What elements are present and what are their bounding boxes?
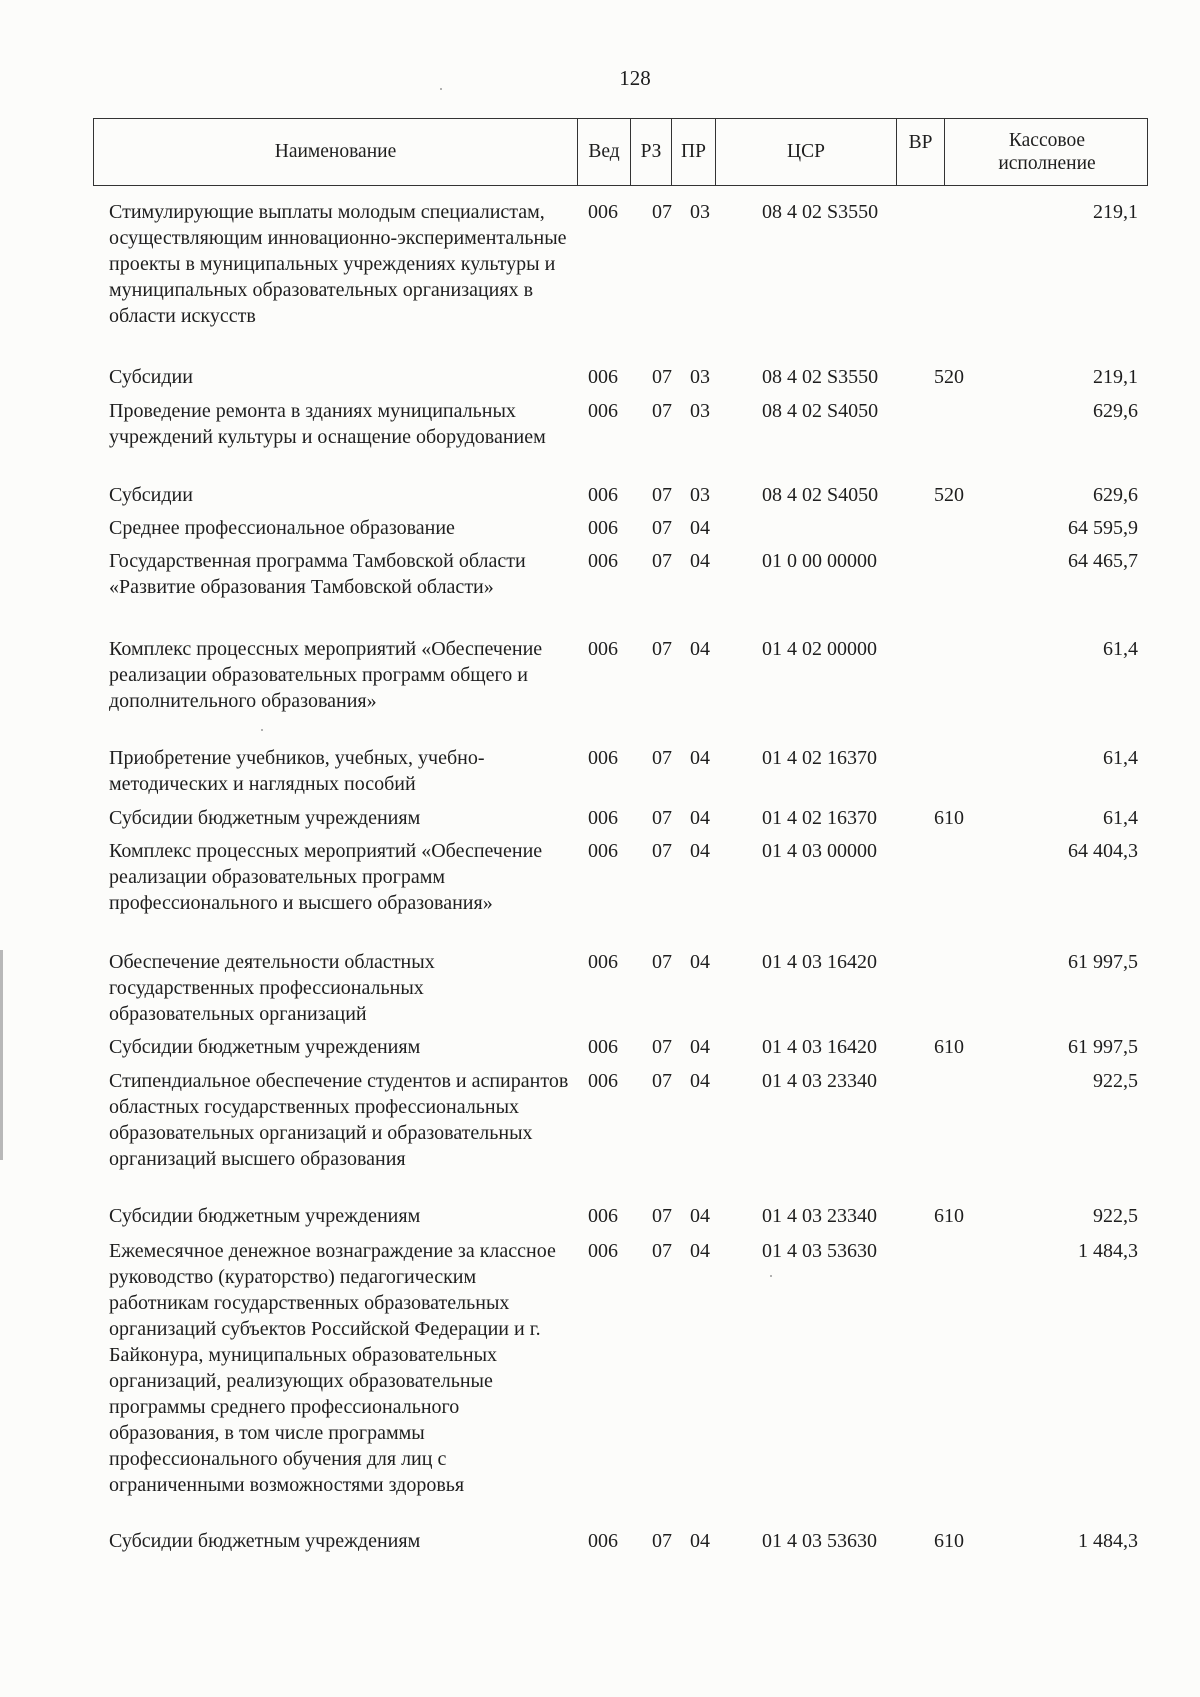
row-csr: 01 4 03 16420 <box>762 951 877 973</box>
row-csr: 01 0 00 00000 <box>762 550 877 572</box>
table-header <box>93 118 1148 186</box>
row-name: Субсидии бюджетным учреждениям <box>109 1205 421 1227</box>
row-sum: 61,4 <box>1103 747 1138 769</box>
row-name: Субсидии <box>109 484 193 506</box>
row-csr: 01 4 03 23340 <box>762 1070 877 1092</box>
row-ved: 006 <box>588 1240 618 1262</box>
scan-speck <box>770 1275 772 1277</box>
row-rz: 07 <box>652 807 672 829</box>
row-sum: 219,1 <box>1093 366 1138 388</box>
scan-speck <box>440 88 442 90</box>
header-ved: Вед <box>577 119 630 185</box>
row-vr: 520 <box>934 366 964 388</box>
row-pr: 03 <box>690 484 710 506</box>
row-name: Комплекс процессных мероприятий «Обеспечение реализации образовательных программ общего и дополнительного образования» <box>109 638 543 712</box>
row-name: Приобретение учебников, учебных, учебно-методических и наглядных пособий <box>109 747 485 795</box>
row-vr: 610 <box>934 1205 964 1227</box>
row-name: Ежемесячное денежное вознаграждение за классное руководство (кураторство) педагогическим работникам государственных образовательных организаций субъектов Российской Федерации и г. Байконура, муниципальных образовательных организаций, реализующих образовательные программы среднего профессионального образования, в том числе программы профессионального обучения для лиц с ограниченными возможностями здоровья <box>109 1240 556 1496</box>
row-ved: 006 <box>588 484 618 506</box>
row-ved: 006 <box>588 1036 618 1058</box>
row-ved: 006 <box>588 840 618 862</box>
header-rz: РЗ <box>630 119 671 185</box>
row-sum: 61 997,5 <box>1068 1036 1138 1058</box>
row-rz: 07 <box>652 517 672 539</box>
row-name: Стимулирующие выплаты молодым специалистам, осуществляющим инновационно-экспериментальные проекты в муниципальных учреждениях культуры и муниципальных образовательных организациях в области искусств <box>109 201 567 327</box>
row-pr: 04 <box>690 1240 710 1262</box>
row-vr: 610 <box>934 807 964 829</box>
row-rz: 07 <box>652 638 672 660</box>
header-vr: ВР <box>896 119 944 185</box>
row-pr: 03 <box>690 400 710 422</box>
row-rz: 07 <box>652 1070 672 1092</box>
row-pr: 04 <box>690 1036 710 1058</box>
row-pr: 04 <box>690 1530 710 1552</box>
row-csr: 01 4 02 16370 <box>762 807 877 829</box>
row-rz: 07 <box>652 1240 672 1262</box>
row-csr: 08 4 02 S3550 <box>762 201 879 223</box>
row-ved: 006 <box>588 1070 618 1092</box>
row-rz: 07 <box>652 201 672 223</box>
row-csr: 01 4 03 53630 <box>762 1530 877 1552</box>
row-ved: 006 <box>588 400 618 422</box>
row-ved: 006 <box>588 201 618 223</box>
row-sum: 1 484,3 <box>1078 1240 1138 1262</box>
row-sum: 61 997,5 <box>1068 951 1138 973</box>
row-pr: 04 <box>690 517 710 539</box>
row-rz: 07 <box>652 747 672 769</box>
header-name: Наименование <box>274 141 397 163</box>
row-sum: 64 595,9 <box>1068 517 1138 539</box>
row-name: Субсидии <box>109 366 193 388</box>
row-name: Проведение ремонта в зданиях муниципальных учреждений культуры и оснащение оборудованием <box>109 400 546 448</box>
row-sum: 64 465,7 <box>1068 550 1138 572</box>
header-sum-line2: исполнение <box>998 153 1096 174</box>
row-ved: 006 <box>588 951 618 973</box>
row-rz: 07 <box>652 1530 672 1552</box>
row-sum: 922,5 <box>1093 1070 1138 1092</box>
row-sum: 1 484,3 <box>1078 1530 1138 1552</box>
row-sum: 629,6 <box>1093 400 1138 422</box>
row-csr: 01 4 03 23340 <box>762 1205 877 1227</box>
row-rz: 07 <box>652 951 672 973</box>
row-ved: 006 <box>588 747 618 769</box>
row-csr: 01 4 03 16420 <box>762 1036 877 1058</box>
row-csr: 01 4 03 00000 <box>762 840 877 862</box>
row-rz: 07 <box>652 366 672 388</box>
header-pr: ПР <box>671 119 715 185</box>
row-sum: 64 404,3 <box>1068 840 1138 862</box>
row-name: Обеспечение деятельности областных государственных профессиональных образовательных организаций <box>109 951 435 1025</box>
row-pr: 03 <box>690 366 710 388</box>
row-sum: 922,5 <box>1093 1205 1138 1227</box>
row-pr: 04 <box>690 638 710 660</box>
row-pr: 04 <box>690 550 710 572</box>
row-pr: 04 <box>690 1205 710 1227</box>
row-csr: 08 4 02 S4050 <box>762 484 879 506</box>
header-sum-line1: Кассовое <box>1008 129 1086 151</box>
row-ved: 006 <box>588 807 618 829</box>
row-name: Субсидии бюджетным учреждениям <box>109 1530 421 1552</box>
row-name: Субсидии бюджетным учреждениям <box>109 807 421 829</box>
row-pr: 04 <box>690 747 710 769</box>
row-pr: 04 <box>690 951 710 973</box>
row-sum: 61,4 <box>1103 807 1138 829</box>
row-name: Государственная программа Тамбовской области «Развитие образования Тамбовской области» <box>109 550 526 598</box>
row-vr: 610 <box>934 1530 964 1552</box>
row-rz: 07 <box>652 484 672 506</box>
row-pr: 04 <box>690 807 710 829</box>
row-pr: 03 <box>690 201 710 223</box>
page-number: 128 <box>619 66 651 90</box>
row-rz: 07 <box>652 840 672 862</box>
row-ved: 006 <box>588 1530 618 1552</box>
row-pr: 04 <box>690 1070 710 1092</box>
row-ved: 006 <box>588 366 618 388</box>
row-ved: 006 <box>588 517 618 539</box>
row-rz: 07 <box>652 1036 672 1058</box>
row-name: Среднее профессиональное образование <box>109 517 455 539</box>
row-rz: 07 <box>652 400 672 422</box>
row-name: Стипендиальное обеспечение студентов и аспирантов областных государственных профессиональных образовательных организаций и образовательных организаций высшего образования <box>109 1070 569 1170</box>
row-csr: 01 4 02 16370 <box>762 747 877 769</box>
row-pr: 04 <box>690 840 710 862</box>
scan-edge-mark <box>0 950 3 1160</box>
row-sum: 629,6 <box>1093 484 1138 506</box>
row-csr: 08 4 02 S3550 <box>762 366 879 388</box>
row-name: Комплекс процессных мероприятий «Обеспечение реализации образовательных программ профессионального и высшего образования» <box>109 840 543 914</box>
row-ved: 006 <box>588 1205 618 1227</box>
row-csr: 01 4 02 00000 <box>762 638 877 660</box>
row-csr: 08 4 02 S4050 <box>762 400 879 422</box>
row-rz: 07 <box>652 550 672 572</box>
row-vr: 610 <box>934 1036 964 1058</box>
row-ved: 006 <box>588 638 618 660</box>
row-name: Субсидии бюджетным учреждениям <box>109 1036 421 1058</box>
row-sum: 61,4 <box>1103 638 1138 660</box>
row-csr: 01 4 03 53630 <box>762 1240 877 1262</box>
row-vr: 520 <box>934 484 964 506</box>
row-rz: 07 <box>652 1205 672 1227</box>
header-sum <box>944 119 1149 185</box>
row-sum: 219,1 <box>1093 201 1138 223</box>
row-ved: 006 <box>588 550 618 572</box>
scan-speck <box>261 729 263 731</box>
header-csr: ЦСР <box>715 119 896 185</box>
